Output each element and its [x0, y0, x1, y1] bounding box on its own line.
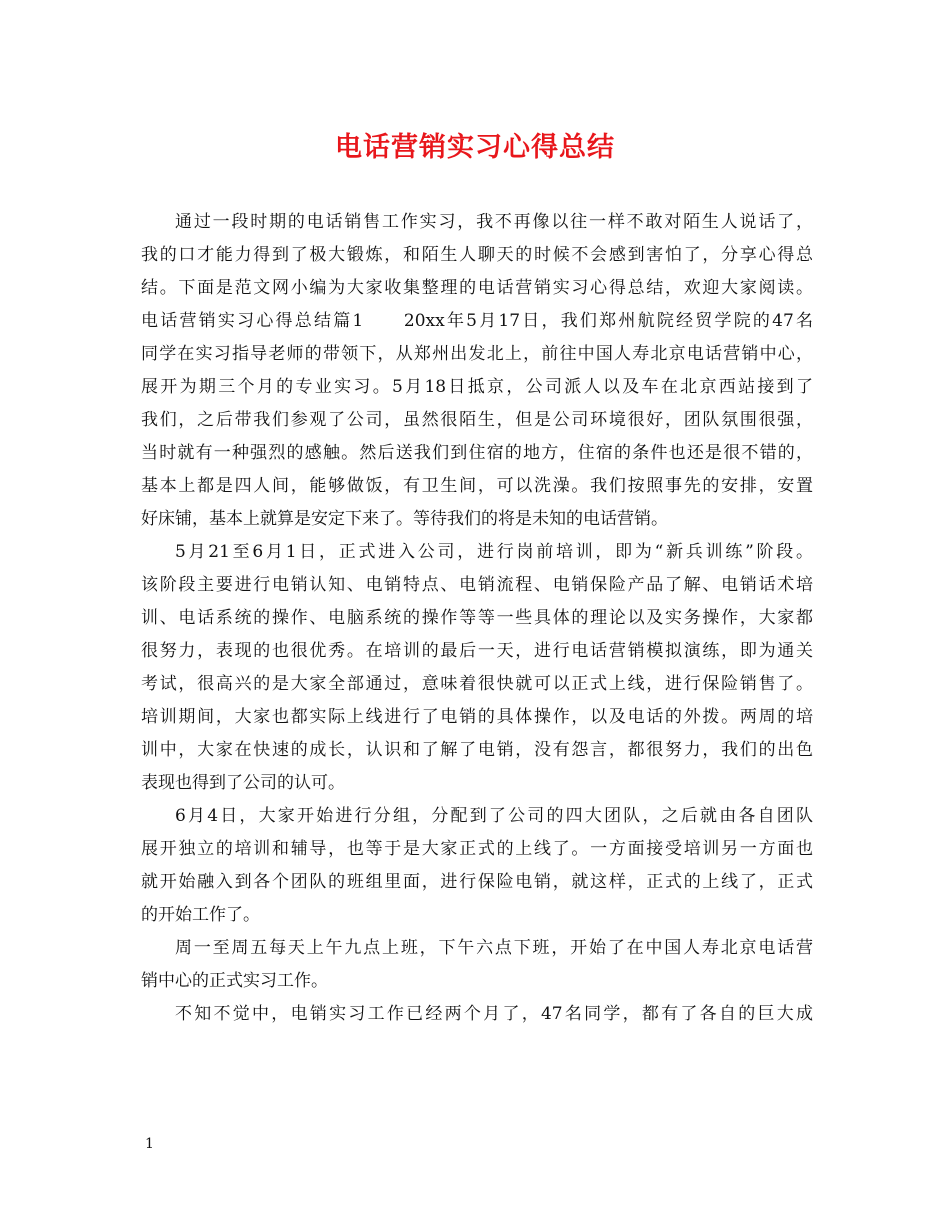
page-number: 1	[145, 1136, 154, 1152]
text-line: 很努力，表现的也很优秀。在培训的最后一天，进行电话营销模拟演练，即为通关	[141, 641, 813, 661]
text-line: 训、电话系统的操作、电脑系统的操作等等一些具体的理论以及实务操作，大家都	[141, 608, 813, 628]
text-line: 电话营销实习心得总结篇1 20xx年5月17日，我们郑州航院经贸学院的47名	[141, 311, 813, 331]
text-line: 不知不觉中，电销实习工作已经两个月了，47名同学，都有了各自的巨大成	[175, 1004, 813, 1024]
text-line: 基本上都是四人间，能够做饭，有卫生间，可以洗澡。我们按照事先的安排，安置	[141, 476, 813, 496]
text-line: 5月21至6月1日，正式进入公司，进行岗前培训，即为“新兵训练”阶段。	[175, 542, 813, 562]
text-line: 我们，之后带我们参观了公司，虽然很陌生，但是公司环境很好，团队氛围很强，	[141, 410, 813, 430]
document-body	[141, 206, 813, 1031]
text-line: 周一至周五每天上午九点上班，下午六点下班，开始了在中国人寿北京电话营	[175, 938, 813, 958]
text-line: 结。下面是范文网小编为大家收集整理的电话营销实习心得总结，欢迎大家阅读。	[141, 278, 813, 298]
text-line: 好床铺，基本上就算是安定下来了。等待我们的将是未知的电话营销。	[141, 509, 668, 529]
text-line: 就开始融入到各个团队的班组里面，进行保险电销，就这样，正式的上线了，正式	[141, 872, 813, 892]
text-line: 考试，很高兴的是大家全部通过，意味着很快就可以正式上线，进行保险销售了。	[141, 674, 813, 694]
text-line: 通过一段时期的电话销售工作实习，我不再像以往一样不敢对陌生人说话了，	[175, 212, 813, 232]
text-line: 训中，大家在快速的成长，认识和了解了电销，没有怨言，都很努力，我们的出色	[141, 740, 813, 760]
document-title: 电话营销实习心得总结	[335, 132, 615, 163]
text-line: 我的口才能力得到了极大锻炼，和陌生人聊天的时候不会感到害怕了，分享心得总	[141, 245, 813, 265]
text-line: 展开为期三个月的专业实习。5月18日抵京，公司派人以及车在北京西站接到了	[141, 377, 813, 397]
text-line: 培训期间，大家也都实际上线进行了电销的具体操作，以及电话的外拨。两周的培	[141, 707, 813, 727]
text-line: 该阶段主要进行电销认知、电销特点、电销流程、电销保险产品了解、电销话术培	[141, 575, 813, 595]
text-line: 表现也得到了公司的认可。	[141, 773, 345, 793]
text-line: 展开独立的培训和辅导，也等于是大家正式的上线了。一方面接受培训另一方面也	[141, 839, 813, 859]
text-line: 6月4日，大家开始进行分组，分配到了公司的四大团队，之后就由各自团队	[175, 806, 813, 826]
text-line: 同学在实习指导老师的带领下，从郑州出发北上，前往中国人寿北京电话营销中心，	[141, 344, 813, 364]
text-line: 销中心的正式实习工作。	[141, 971, 328, 991]
text-line: 当时就有一种强烈的感触。然后送我们到住宿的地方，住宿的条件也还是很不错的，	[141, 443, 813, 463]
text-line: 的开始工作了。	[141, 905, 260, 925]
